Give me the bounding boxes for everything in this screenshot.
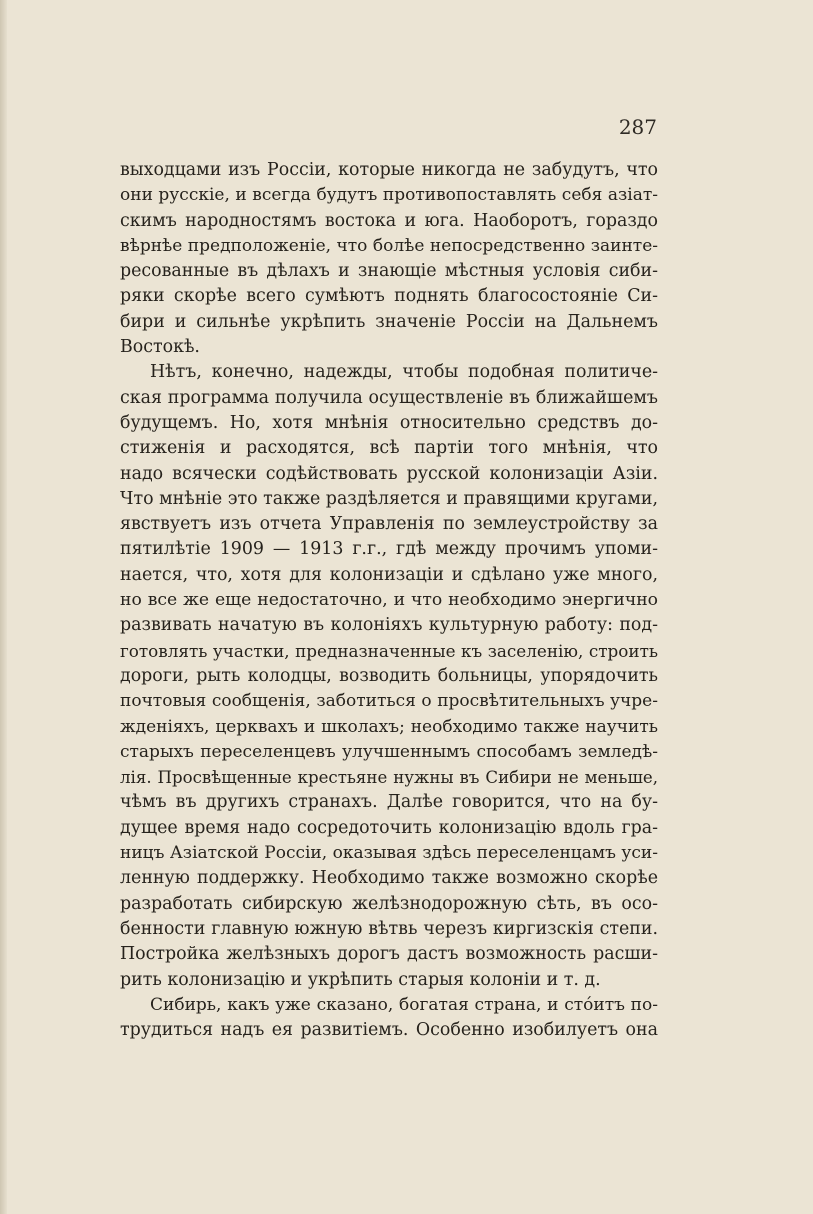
text-line: ресованные въ дѣлахъ и знающiе мѣстныя условiя сиби- — [120, 261, 658, 282]
text-line: ская программа получила осуществленiе въ ближайшемъ — [120, 387, 658, 408]
text-line: разработать сибирскую желѣзнодорожную сѣть, въ осо- — [120, 893, 658, 914]
text-line: нается, что, хотя для колонизацiи и сдѣлано уже много, — [120, 564, 658, 585]
text-line: жденiяхъ, церквахъ и школахъ; необходимо также научить — [120, 716, 658, 737]
paragraph-2 — [120, 360, 658, 992]
text-line: выходцами изъ Россiи, которые никогда не забудутъ, что — [120, 160, 658, 180]
text-line: но все же еще недостаточно, и что необходимо энергично — [120, 590, 658, 611]
text-line: трудиться надъ ея развитiемъ. Особенно изобилуетъ она — [120, 1020, 658, 1041]
text-line: старыхъ переселенцевъ улучшеннымъ способамъ земледѣ- — [120, 741, 658, 762]
text-line: надо всячески содѣйствовать русской колонизацiи Азiи. — [120, 463, 658, 484]
text-line: скимъ народностямъ востока и юга. Наоборотъ, гораздо — [120, 210, 658, 231]
text-line: Нѣтъ, конечно, надежды, чтобы подобная политиче- — [150, 362, 658, 383]
text-line: явствуетъ изъ отчета Управленiя по землеустройству за — [120, 514, 658, 535]
text-line: ницъ Азiатской Россiи, оказывая здѣсь переселенцамъ уси- — [120, 843, 658, 864]
text-line: готовлять участки, предназначенные къ заселенiю, строить — [120, 640, 658, 661]
text-line: развивать начатую въ колонiяхъ культурную работу: под- — [120, 615, 658, 636]
paragraph-3 — [120, 993, 658, 1044]
text-line: почтовыя сообщенiя, заботиться о просвѣтительныхъ учре- — [120, 691, 658, 712]
text-line: Что мнѣнiе это также раздѣляется и правящими кругами, — [120, 488, 658, 509]
text-line: они русскiе, и всегда будутъ противопоставлять себя азiат- — [120, 185, 658, 206]
text-line: дороги, рыть колодцы, возводить больницы, упорядочить — [120, 665, 658, 686]
text-line: стиженiя и расходятся, всѣ партiи того мнѣнiя, что — [120, 438, 658, 459]
text-line: Постройка желѣзныхъ дорогъ дастъ возможность расши- — [120, 944, 658, 965]
text-line: бири и сильнѣе укрѣпить значенiе Россiи на Дальнемъ — [120, 311, 658, 332]
text-line: Сибирь, какъ уже сказано, богатая страна, и стóитъ по- — [150, 994, 658, 1015]
text-line: ленную поддержку. Необходимо также возможно скорѣе — [120, 868, 658, 889]
text-line: ряки скорѣе всего сумѣютъ поднять благосостоянiе Си- — [120, 286, 658, 307]
text-line: пятилѣтiе 1909 — 1913 г.г., гдѣ между прочимъ упоми- — [120, 539, 658, 560]
text-body — [120, 158, 658, 1043]
text-line: чѣмъ въ другихъ странахъ. Далѣе говорится, что на бу- — [120, 792, 658, 813]
text-line: будущемъ. Но, хотя мнѣнiя относительно средствъ до- — [120, 412, 658, 433]
text-line: вѣрнѣе предположенiе, что болѣе непосредственно заинте- — [120, 235, 658, 256]
text-line: дущее время надо сосредоточить колонизацiю вдоль гра- — [120, 817, 658, 838]
text-line: рить колонизацiю и укрѣпить старыя колонiи и т. д. — [120, 969, 601, 990]
page-left-edge — [0, 0, 7, 1214]
paragraph-1 — [120, 158, 658, 360]
text-line: бенности главную южную вѣтвь черезъ киргизскiя степи. — [120, 918, 658, 939]
text-line: лiя. Просвѣщенные крестьяне нужны въ Сибири не меньше, — [120, 768, 658, 788]
page-number: 287 — [618, 115, 657, 139]
text-line: Востокѣ. — [120, 337, 200, 358]
